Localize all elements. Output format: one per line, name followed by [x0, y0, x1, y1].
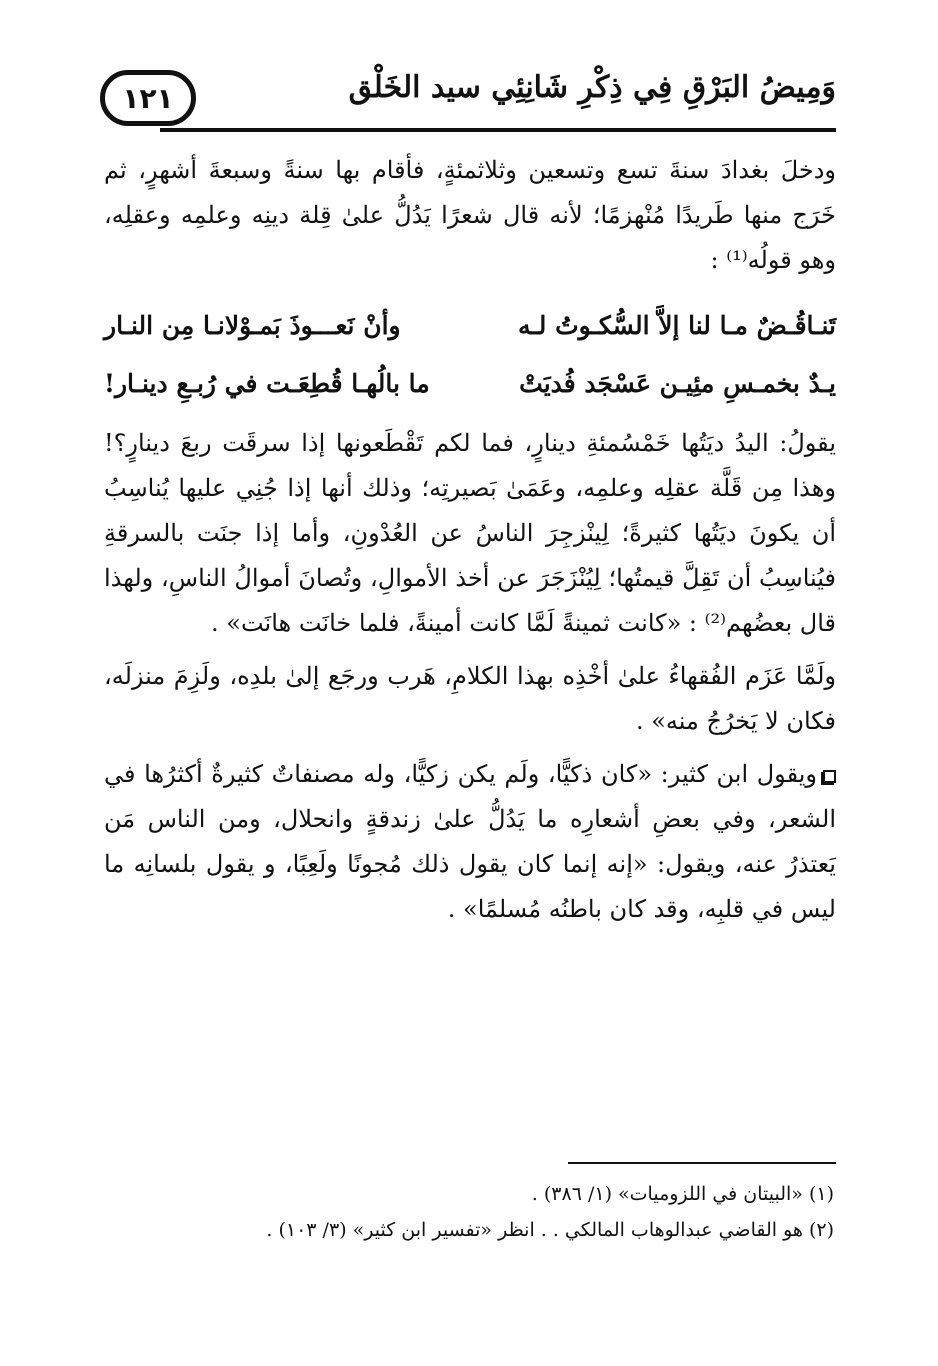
- square-bullet-icon: [823, 770, 836, 783]
- body-text: [104, 148, 836, 932]
- poem-verse: [104, 355, 836, 413]
- paragraph-2: يقولُ: اليدُ ديَتُها خَمْسُمئةِ دينارٍ، فما لكم تَقْطَعونها إذا سرقَت ربعَ دينارٍ؟! وهذا مِن قَلَّة عقلِه وعلمِه، وعَمَىٰ بَصيرتِه؛ وذلك أنها إذا جُنِي عليها يُناسِبُ أن يكونَ ديَتُها كثيرةً؛ لِينْزجِرَ الناسُ عن العُدْونِ، وأما إذا جنَت بالسرقةِ فيُناسِبُ أن تَقِلَّ قيمتُها؛ لِيُنْزَجَرَ عن أخذ الأموالِ، وتُصانَ أموالُ الناسِ، ولهذا قال بعضُهم⁽²⁾ : «كانت ثمينةً لَمَّا كانت أمينةً، فلما خانَت هانَت» .: [104, 429, 836, 637]
- poem: [104, 297, 836, 413]
- poem-verse: [104, 297, 836, 355]
- footnote-1: (١) «البيتان في اللزوميات» (١/ ٣٨٦) .: [531, 1183, 834, 1205]
- header-rule: [160, 128, 836, 132]
- paragraph-3: ولَمَّا عَزَم الفُقهاءُ علىٰ أخْذِه بهذا الكلامِ، هَرب ورجَع إلىٰ بلدِه، ولَزِمَ منزلَه، فكان لا يَخرُجُ منه» .: [104, 662, 836, 735]
- paragraph-4-text: ويقول ابن كثير: «كان ذكيًّا، ولَم يكن زكيًّا، وله مصنفاتٌ كثيرةٌ أكثرُها في الشعر، وفي بعضِ أشعارِه ما يَدُلُّ علىٰ زندقةٍ وانحلال، ومن الناس مَن يَعتذرُ عنه، ويقول: «إنه إنما كان يقول ذلك مُجونًا ولَعِبًا، و يقول بلسانِه ما ليس في قلبِه، وقد كان باطنُه مُسلمًا» .: [104, 760, 836, 923]
- page-header: [100, 62, 836, 140]
- footnote-rule: [568, 1162, 836, 1164]
- poem-hemistich-first: تَنـاقُـضٌ مـا لنا إلاَّ السُّكـوتُ لـه: [518, 311, 836, 340]
- running-title: وَمِيضُ البَرْقِ فِي ذِكْرِ شَانِئِي سيد الخَلْق: [348, 70, 836, 105]
- footnotes: [102, 1176, 834, 1248]
- paragraph-4: [104, 752, 836, 932]
- poem-hemistich-first: يـدٌ بخمـسِ مئِيـن عَسْجَد فُديَتْ: [519, 369, 836, 398]
- paragraph-1: ودخلَ بغدادَ سنةَ تسع وتسعين وثلاثمئةٍ، فأقام بها سنةً وسبعةَ أشهرٍ، ثم خَرَج منها طَريدًا مُنْهزمًا؛ لأنه قال شعرًا يَدُلُّ علىٰ قِلة دينِه وعلمِه وعقلِه، وهو قولُه⁽¹⁾ :: [104, 156, 836, 274]
- poem-hemistich-second: وأنْ نَعـــوذَ بَمـوْلانـا مِن النـار: [104, 311, 401, 340]
- footnote-2: (٢) هو القاضي عبدالوهاب المالكي . . انظر «تفسير ابن كثير» (٣/ ١٠٣) .: [266, 1219, 834, 1241]
- poem-hemistich-second: ما بالُهـا قُطِعَـت في رُبـعِ دينـار!: [104, 369, 430, 398]
- page-number: ١٢١: [100, 70, 196, 126]
